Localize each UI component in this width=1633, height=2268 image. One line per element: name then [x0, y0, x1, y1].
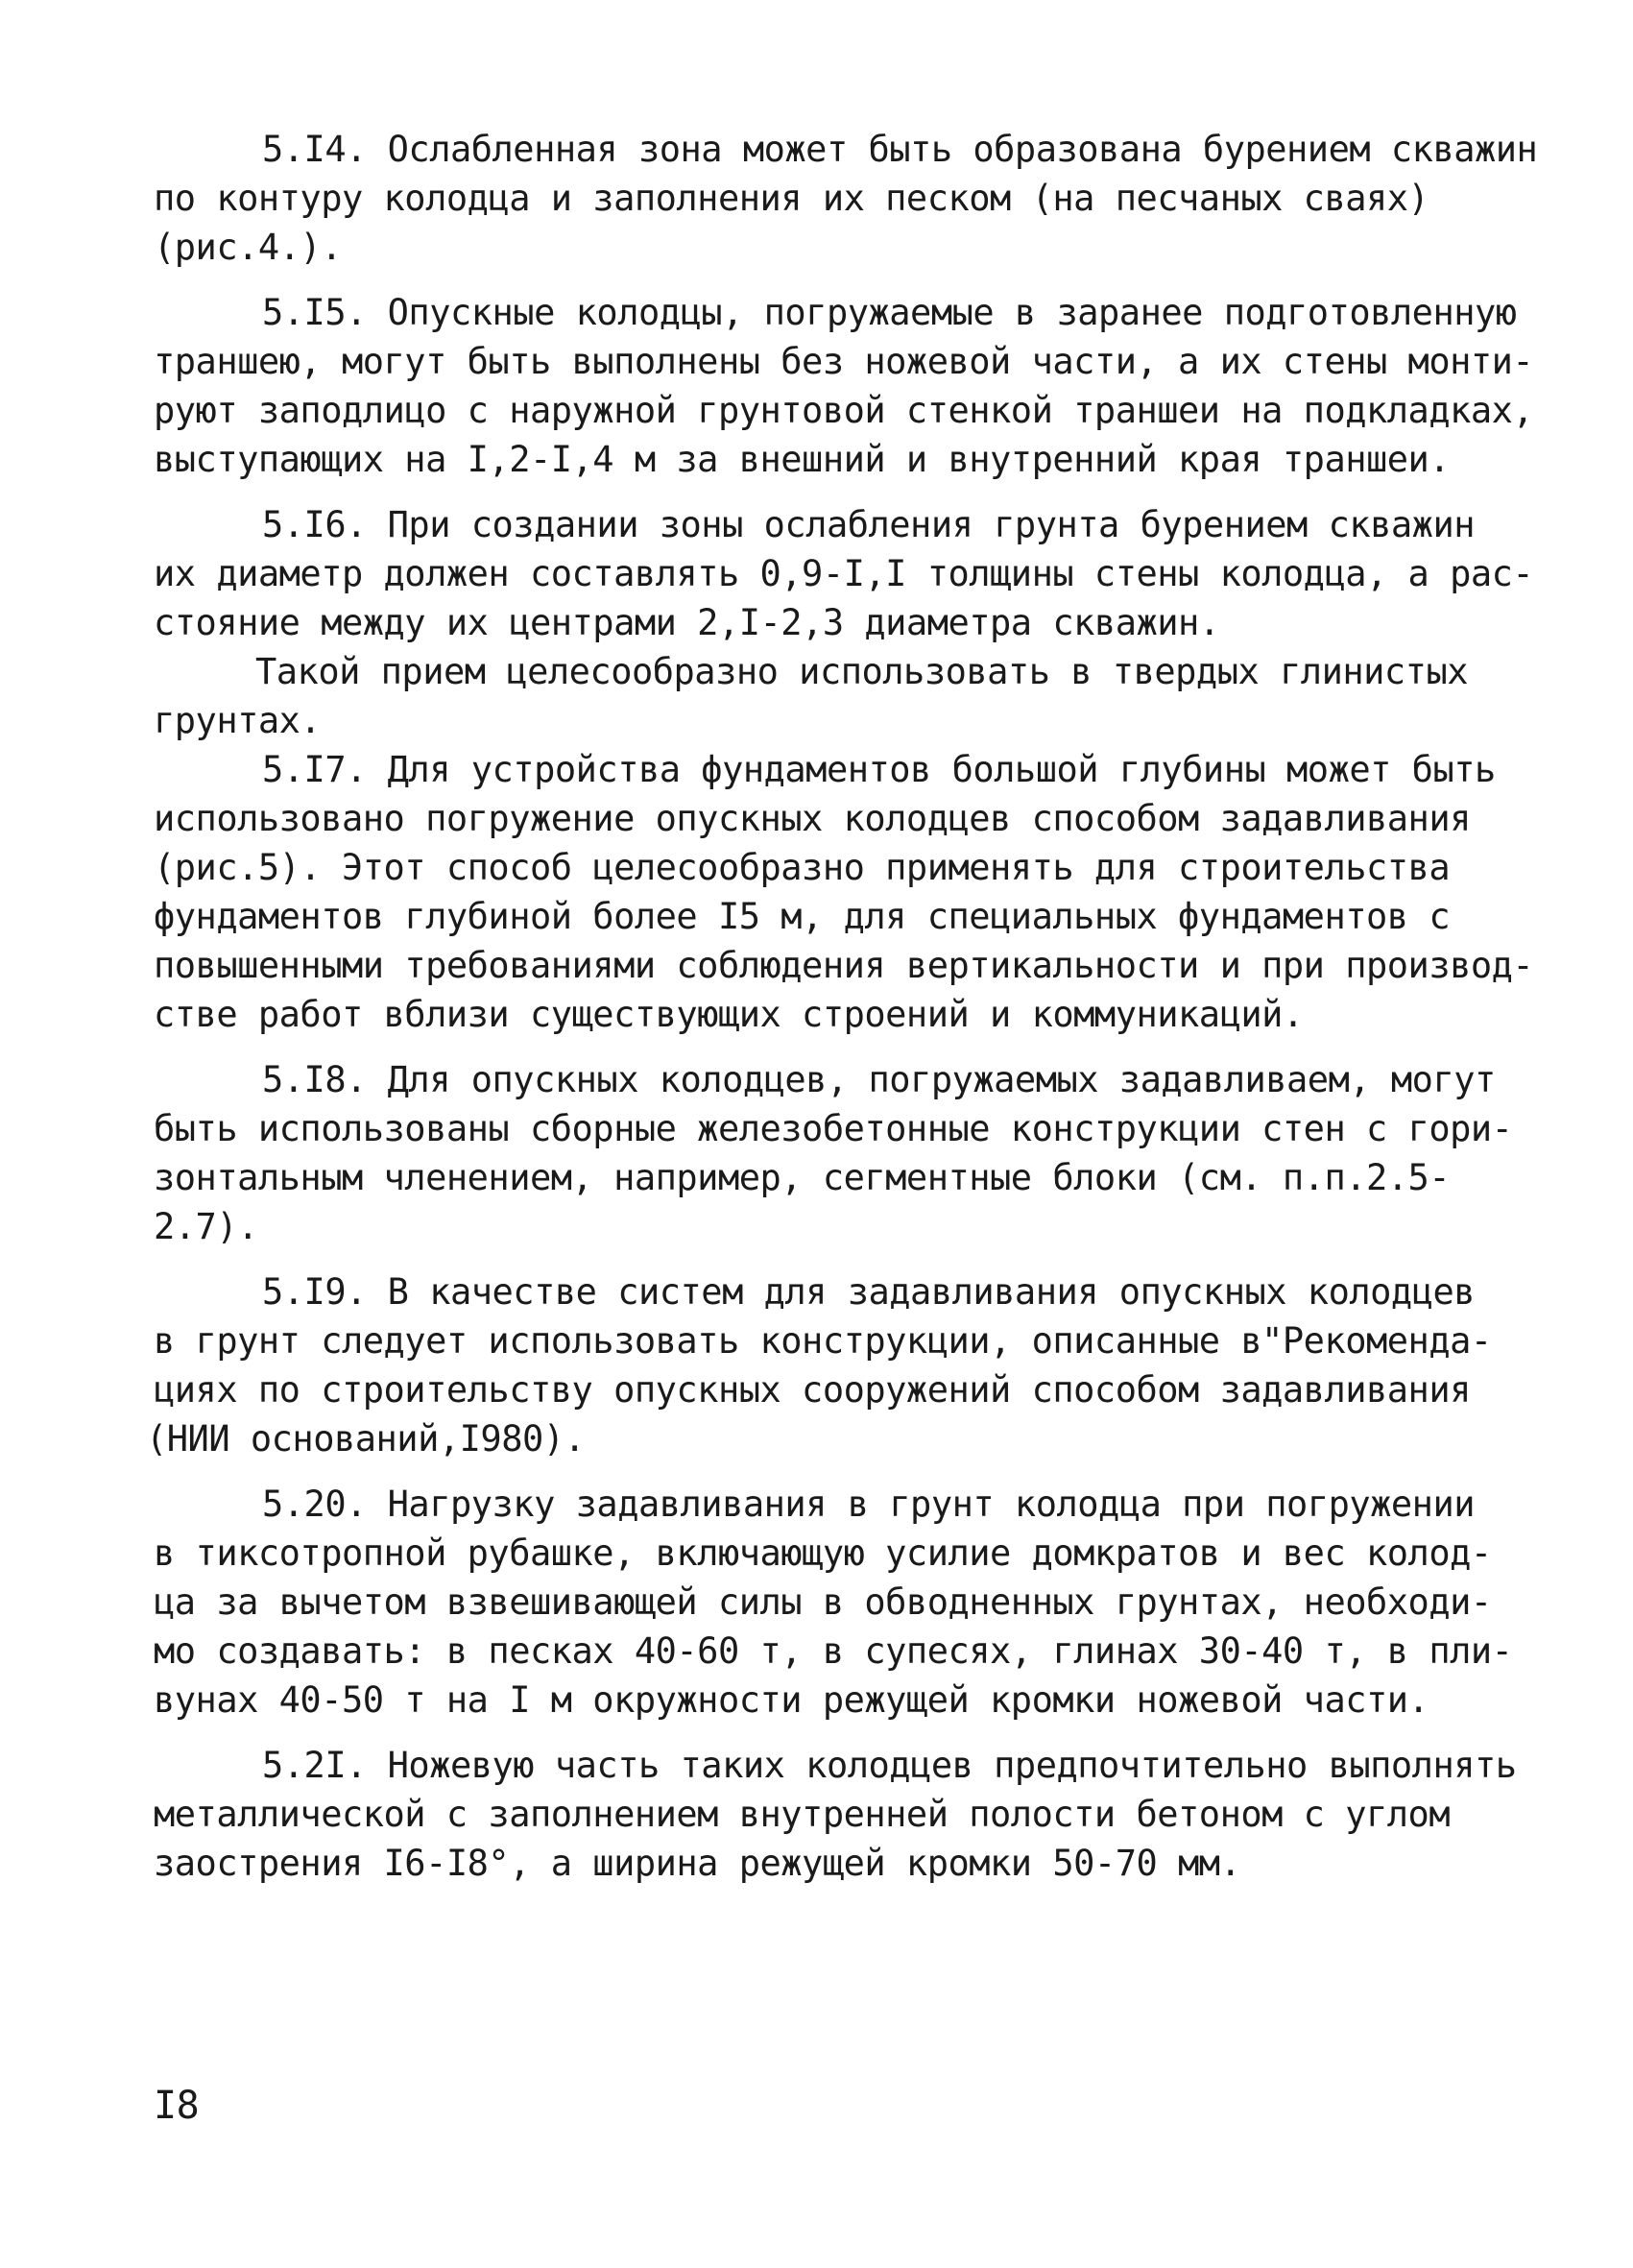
text-line: 5.I4. Ослабленная зона может быть образована бурением скважин — [262, 129, 1538, 170]
text-line: стояние между их центрами 2,I-2,3 диаметра скважин. — [154, 602, 1220, 643]
text-line: руют заподлицо с наружной грунтовой стенкой траншеи на подкладках, — [154, 390, 1534, 431]
text-line: циях по строительству опускных сооружений способом задавливания — [154, 1369, 1471, 1411]
text-line: по контуру колодца и заполнения их песком (на песчаных сваях) — [154, 178, 1429, 219]
paragraph-5-17 — [154, 745, 1534, 1039]
text-line: ца за вычетом взвешивающей силы в обводненных грунтах, необходи- — [154, 1581, 1492, 1623]
paragraph-5-21 — [154, 1741, 1517, 1888]
text-line: вунах 40-50 т на I м окружности режущей кромки ножевой части. — [154, 1679, 1429, 1721]
paragraph-5-19 — [146, 1267, 1507, 1463]
text-line: мо создавать: в песках 40-60 т, в супесях, глинах 30-40 т, в пли- — [154, 1630, 1513, 1672]
paragraph-5-16-note — [154, 647, 1507, 745]
text-line: 5.2I. Ножевую часть таких колодцев предпочтительно выполнять — [262, 1745, 1517, 1786]
text-line: стве работ вблизи существующих строений и коммуникаций. — [154, 994, 1304, 1035]
text-line: использовано погружение опускных колодцев способом задавливания — [154, 798, 1471, 839]
text-line: в тиксотропной рубашке, включающую усилие домкратов и вес колод- — [154, 1532, 1492, 1574]
text-line: быть использованы сборные железобетонные конструкции стен с гори- — [154, 1108, 1513, 1149]
text-line: зонтальным членением, например, сегментные блоки (см. п.п.2.5- — [154, 1157, 1451, 1198]
text-line: (рис.5). Этот способ целесообразно применять для строительства — [154, 847, 1451, 888]
paragraph-5-20 — [154, 1480, 1513, 1725]
text-line: 2.7). — [154, 1206, 258, 1247]
text-line: металлической с заполнением внутренней полости бетоном с углом — [154, 1794, 1451, 1835]
text-line: 5.I5. Опускные колодцы, погружаемые в заранее подготовленную — [262, 292, 1517, 333]
paragraph-5-14 — [154, 125, 1538, 272]
text-line: Такой прием целесообразно использовать в твердых глинистых — [255, 651, 1469, 692]
text-line: заострения I6-I8°, а ширина режущей кромки 50-70 мм. — [154, 1843, 1241, 1884]
text-line: (НИИ оснований,I980). — [146, 1418, 586, 1460]
text-line: грунтах. — [154, 700, 322, 741]
page-number: I8 — [154, 2084, 200, 2128]
paragraph-5-16 — [154, 500, 1534, 647]
text-line: их диаметр должен составлять 0,9-I,I толщины стены колодца, а рас- — [154, 553, 1534, 594]
text-line: траншею, могут быть выполнены без ножевой части, а их стены монти- — [154, 341, 1534, 382]
text-line: выступающих на I,2-I,4 м за внешний и внутренний края траншеи. — [154, 439, 1451, 480]
paragraph-5-15 — [154, 288, 1534, 484]
text-line: (рис.4.). — [154, 227, 342, 268]
text-line: 5.I8. Для опускных колодцев, погружаемых задавливаем, могут — [262, 1059, 1496, 1100]
text-line: 5.I7. Для устройства фундаментов большой глубины может быть — [262, 749, 1496, 790]
text-line: повышенными требованиями соблюдения вертикальности и при производ- — [154, 945, 1534, 986]
document-page — [146, 125, 1538, 1904]
paragraph-5-18 — [154, 1055, 1513, 1251]
text-line: 5.20. Нагрузку задавливания в грунт колодца при погружении — [262, 1484, 1476, 1525]
text-line: 5.I6. При создании зоны ослабления грунта бурением скважин — [262, 504, 1476, 545]
text-line: в грунт следует использовать конструкции, описанные в"Рекоменда- — [154, 1320, 1492, 1362]
text-line: 5.I9. В качестве систем для задавливания опускных колодцев — [262, 1271, 1476, 1313]
text-line: фундаментов глубиной более I5 м, для специальных фундаментов с — [154, 896, 1451, 937]
